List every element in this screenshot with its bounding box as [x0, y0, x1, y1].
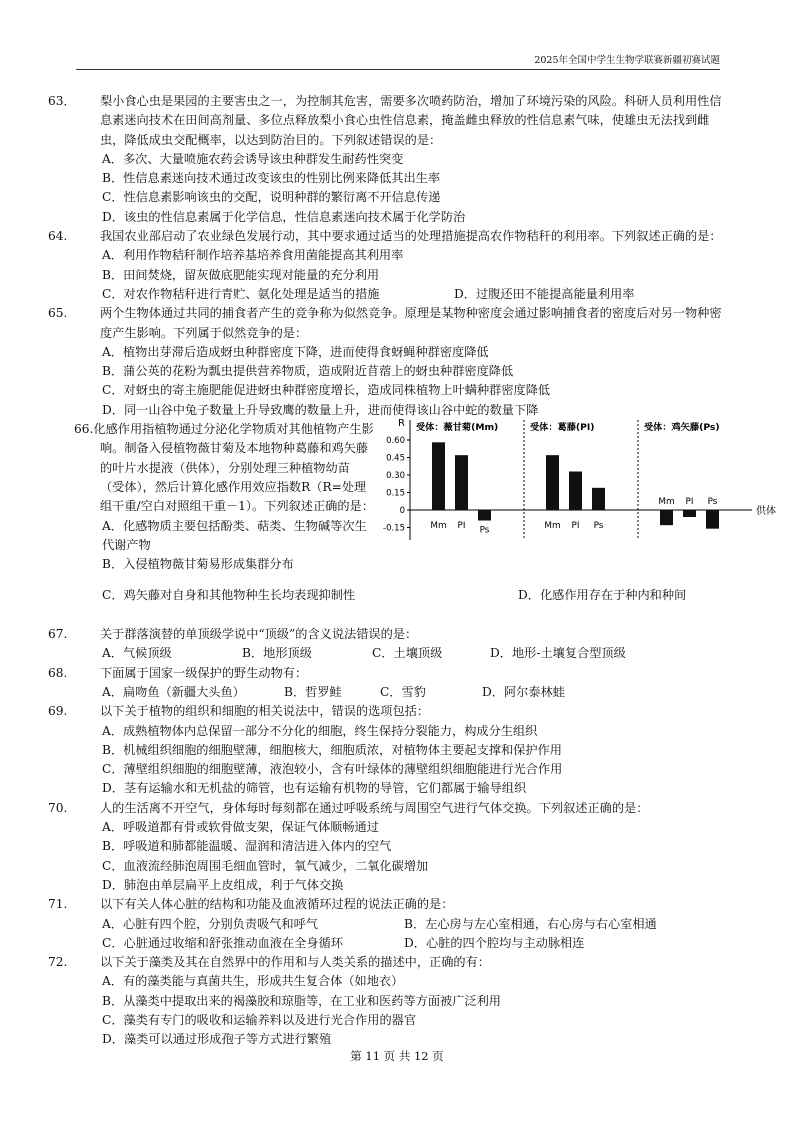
panel-title: 受体：葛藤(PI): [530, 422, 595, 434]
option-d: D．地形-土壤复合型顶级: [490, 646, 626, 661]
option-a: A．气候顶级: [102, 646, 172, 661]
question-72: [48, 953, 724, 972]
option-d: D．同一山谷中兔子数量上升导致鹰的数量上升，进而使得该山谷中蛇的数量下降: [102, 402, 539, 417]
question-number: 69.: [48, 704, 68, 719]
question-stem: 以下有关人体心脏的结构和功能及血液循环过程的说法正确的是：: [100, 897, 454, 912]
question-number: 63．: [48, 94, 76, 108]
question-63: [48, 92, 724, 150]
question-number: 66.: [74, 422, 94, 437]
question-number: 68.: [48, 665, 68, 680]
options-row: [74, 934, 724, 953]
options-row: [74, 644, 724, 663]
question-stem: 以下关于藻类及其在自然界中的作用和与人类关系的描述中，正确的有：: [100, 955, 490, 970]
options-row: [74, 586, 724, 605]
option-d: D．化感作用存在于种内和种间: [518, 588, 687, 603]
question-stem: 化感作用指植物通过分泌化学物质对其他植物产生影响。制备入侵植物薇甘菊及本地物种葛藤和鸡矢藤的叶片水提液（供体），分别处理三种植物幼苗（受体），然后计算化感作用效应指数R（R=处理组干重/空白对照组干重－1）。下列叙述正确的是：: [93, 422, 374, 514]
option-c: C．土壤顶级: [372, 646, 443, 661]
option-d: D．过腹还田不能提高能量利用率: [454, 286, 635, 301]
category-label: Mm: [544, 521, 561, 532]
question-67: [48, 625, 724, 644]
option-a: A．扁吻鱼（新疆大头鱼）: [102, 684, 245, 699]
option-b: B．入侵植物薇甘菊易形成集群分布: [102, 557, 294, 572]
question-68: [48, 664, 724, 683]
option-c: C．薄壁组织细胞的细胞壁薄，液泡较小，含有叶绿体的薄壁组织细胞能进行光合作用: [102, 762, 563, 777]
category-label: PI: [571, 521, 580, 532]
bar: [592, 488, 605, 510]
y-tick-label: 0.15: [386, 488, 405, 499]
options-row: [74, 915, 724, 934]
bar: [569, 472, 582, 511]
option-b: B．左心房与左心室相通，右心房与右心室相通: [404, 916, 657, 931]
bar: [478, 510, 491, 521]
option-b: B．地形顶级: [242, 646, 312, 661]
option-c: C．对蚜虫的寄主施肥能促进蚜虫种群密度增长，造成同株植物上叶螨种群密度降低: [102, 383, 551, 398]
option-d: D．肺泡由单层扁平上皮组成，利于气体交换: [102, 877, 344, 892]
question-stem: 人的生活离不开空气，身体每时每刻都在通过呼吸系统与周围空气进行气体交换。下列叙述正确的是：: [100, 800, 649, 815]
bar: [660, 510, 673, 525]
question-69: [48, 702, 724, 721]
allelopathy-bar-chart: [380, 418, 786, 546]
option-b: B．从藻类中提取出来的褐藻胶和琼脂等，在工业和医药等方面被广泛利用: [102, 993, 501, 1008]
y-tick-label: 0.60: [386, 436, 405, 447]
options-row: [74, 683, 724, 702]
option-a: A．成熟植物体内总保留一部分不分化的细胞，终生保持分裂能力，构成分生组织: [102, 723, 538, 738]
option-a: A．化感物质主要包括酚类、萜类、生物碱等次生代谢产物: [102, 518, 367, 552]
option-a: A．利用作物秸秆制作培养基培养食用菌能提高其利用率: [102, 248, 404, 263]
page-header: 2025年全国中学生生物学联赛新疆初赛试题: [76, 52, 720, 70]
option-a: A．多次、大量喷施农药会诱导该虫种群发生耐药性突变: [102, 151, 404, 166]
question-71: [48, 895, 724, 914]
option-d: D．阿尔泰林蛙: [482, 684, 565, 699]
y-tick-label: 0.45: [386, 453, 405, 464]
question-stem: 我国农业部启动了农业绿色发展行动，其中要求通过适当的处理措施提高农作物秸秆的利用率。下列叙述正确的是：: [100, 229, 722, 244]
option-c: C．鸡矢藤对自身和其他物种生长均表现抑制性: [102, 588, 356, 603]
category-label: Mm: [658, 497, 675, 508]
y-tick-label: 0: [399, 506, 405, 517]
panel-title: 受体：薇甘菊(Mm): [416, 422, 499, 434]
category-label: Ps: [593, 521, 604, 532]
question-65: [48, 304, 724, 343]
category-label: PI: [457, 521, 466, 532]
y-tick-label: 0.30: [386, 471, 405, 482]
option-c: C．血液流经肺泡周围毛细血管时，氧气减少，二氧化碳增加: [102, 858, 429, 873]
question-number: 65.: [48, 306, 68, 321]
option-a: A．植物出芽滞后造成蚜虫种群密度下降，进而使得食蚜蝇种群密度降低: [102, 344, 489, 359]
option-b: B．性信息素迷向技术通过改变该虫的性别比例来降低其出生率: [102, 171, 441, 186]
y-tick-label: -0.15: [383, 523, 405, 534]
page-footer: 第 11 页 共 12 页: [350, 1049, 444, 1063]
category-label: Mm: [430, 521, 447, 532]
option-b: B．哲罗鲑: [284, 684, 342, 699]
question-stem: 梨小食心虫是果园的主要害虫之一，为控制其危害，需要多次喷药防治，增加了环境污染的风险。科研人员利用性信息素迷向技术在田间高剂量、多位点释放梨小食心虫性信息素，掩盖雌虫释放的性信息素气味，使雄虫无法找到雌虫，降低成虫交配概率，以达到防治目的。下列叙述错误的是：: [100, 94, 722, 147]
question-stem: 关于群落演替的单顶级学说中“顶级”的含义说法错误的是：: [100, 627, 418, 642]
question-number: 72.: [48, 955, 68, 970]
category-label: PI: [685, 497, 694, 508]
panel-title: 受体：鸡矢藤(Ps): [644, 422, 720, 434]
bar: [706, 510, 719, 529]
option-d: D．藻类可以通过形成孢子等方式进行繁殖: [102, 1032, 332, 1047]
question-stem-block: [74, 420, 374, 516]
category-label: Ps: [707, 497, 718, 508]
option-d: D．该虫的性信息素属于化学信息，性信息素迷向技术属于化学防治: [102, 209, 466, 224]
bar: [683, 510, 696, 517]
option-c: C．性信息素影响该虫的交配，说明种群的繁衍离不开信息传递: [102, 190, 441, 205]
bar: [546, 455, 559, 510]
question-stem: 以下关于植物的组织和细胞的相关说法中，错误的选项包括：: [100, 704, 430, 719]
bar: [455, 455, 468, 510]
question-number: 70.: [48, 800, 68, 815]
option-c: C．藻类有专门的吸收和运输养料以及进行光合作用的器官: [102, 1012, 417, 1027]
option-d: D．茎有运输水和无机盐的筛管，也有运输有机物的导管，它们都属于输导组织: [102, 781, 527, 796]
question-stem: 下面属于国家一级保护的野生动物有：: [100, 665, 308, 680]
question-number: 64.: [48, 229, 68, 244]
option-d: D．心脏的四个腔均与主动脉相连: [404, 935, 585, 950]
option-b: B．田间焚烧，留灰做底肥能实现对能量的充分利用: [102, 267, 380, 282]
option-b: B．蒲公英的花粉为瓢虫提供营养物质，造成附近苜蓿上的蚜虫种群密度降低: [102, 364, 514, 379]
option-a: A．有的藻类能与真菌共生，形成共生复合体（如地衣）: [102, 974, 404, 989]
option-a: A．呼吸道都有骨或软骨做支架，保证气体顺畅通过: [102, 820, 379, 835]
question-70: [48, 799, 724, 818]
option-c: C．雪豹: [380, 684, 426, 699]
question-stem: 两个生物体通过共同的捕食者产生的竞争称为似然竞争。原理是某物种密度会通过影响捕食者的密度后对另一物种密度产生影响。下列属于似然竞争的是：: [100, 306, 722, 340]
options-row: [74, 285, 724, 304]
question-list: [48, 92, 776, 1050]
question-number: 67.: [48, 627, 68, 642]
question-66-text: [74, 420, 374, 574]
question-66: [74, 418, 776, 625]
x-axis-label: 供体: [756, 506, 776, 518]
bar: [432, 442, 445, 510]
option-b: B．机械组织细胞的细胞壁薄，细胞核大，细胞质浓，对植物体主要起支撑和保护作用: [102, 742, 562, 757]
option-c: C．对农作物秸秆进行青贮、氨化处理是适当的措施: [102, 286, 380, 301]
option-a: A．心脏有四个腔，分别负责吸气和呼气: [102, 916, 318, 931]
option-b: B．呼吸道和肺都能温暖、湿润和清洁进入体内的空气: [102, 839, 392, 854]
option-c: C．心脏通过收缩和舒张推动血液在全身循环: [102, 935, 343, 950]
question-64: [48, 227, 724, 246]
y-axis-label: R: [398, 418, 405, 430]
category-label: Ps: [479, 525, 490, 536]
question-number: 71.: [48, 897, 68, 912]
